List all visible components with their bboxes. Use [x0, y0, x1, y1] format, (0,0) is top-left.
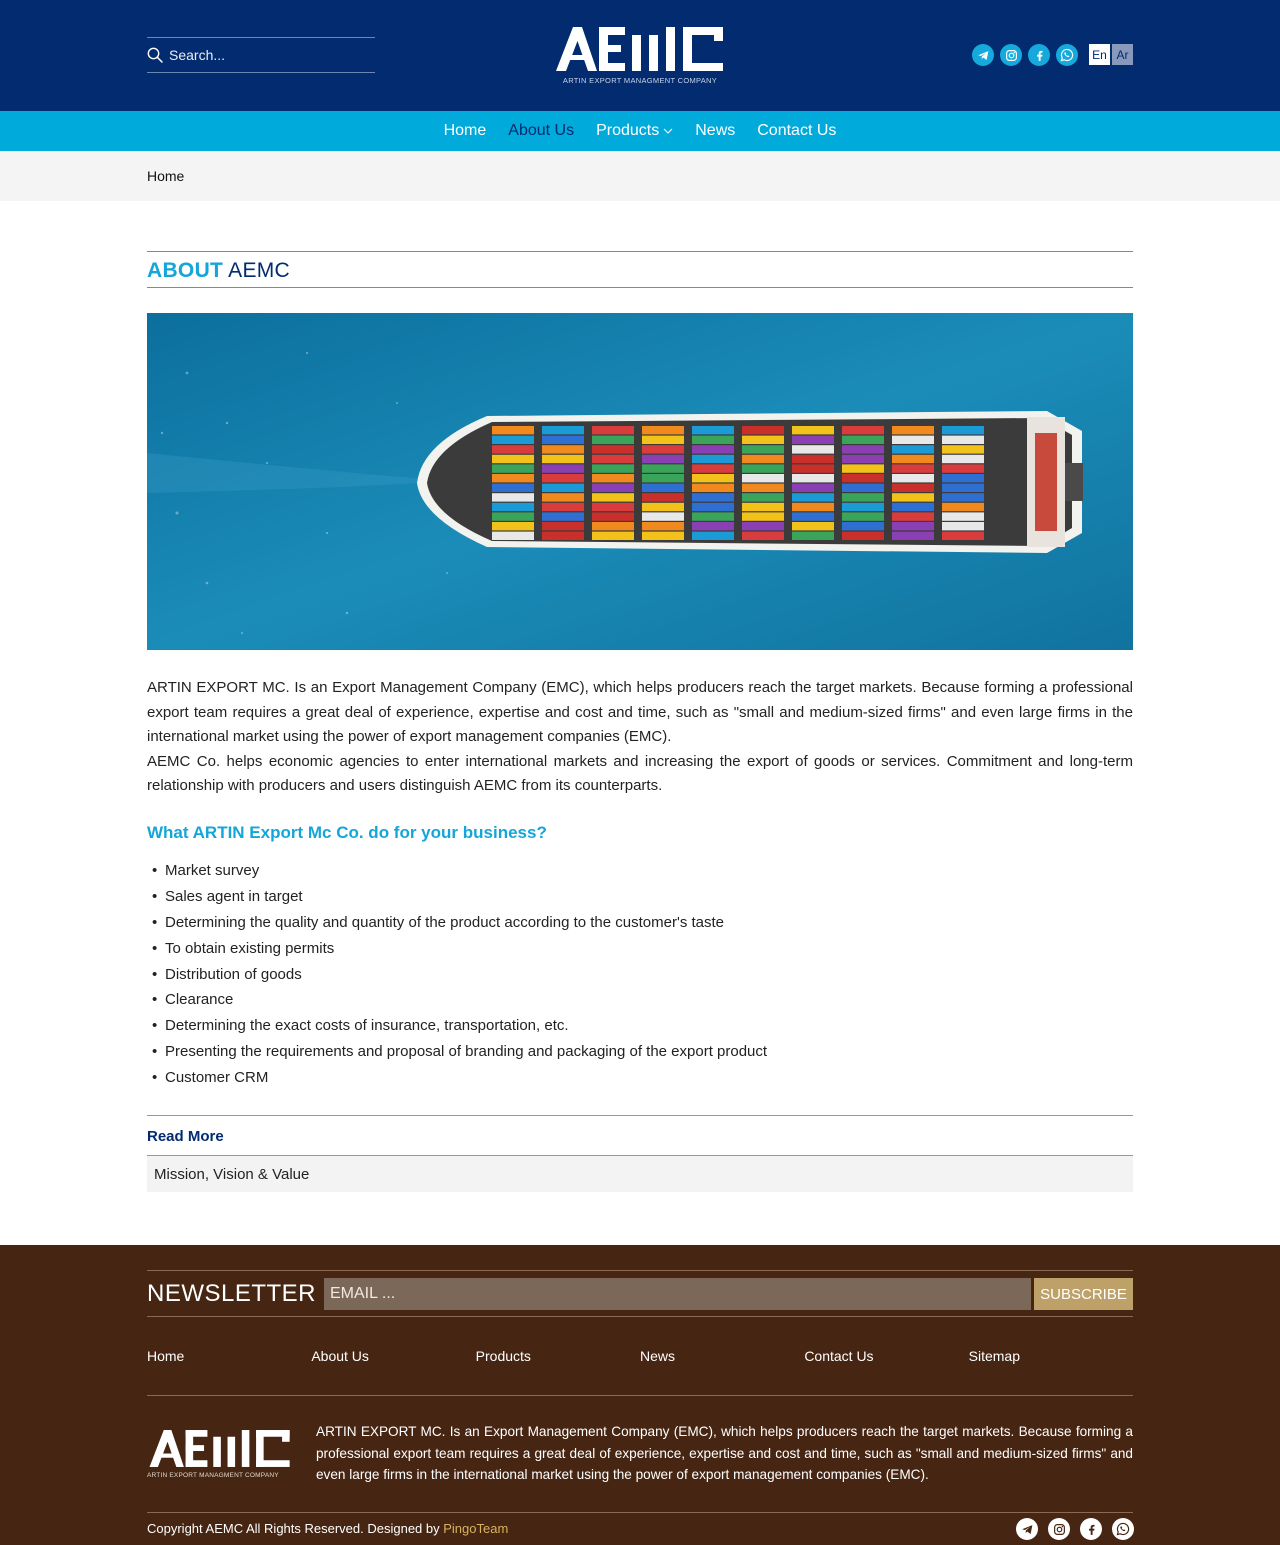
- instagram-icon[interactable]: [1000, 44, 1022, 66]
- facebook-icon[interactable]: [1028, 44, 1050, 66]
- services-heading: What ARTIN Export Mc Co. do for your business?: [147, 823, 547, 842]
- list-item: • Distribution of goods: [152, 964, 767, 990]
- footer-logo-mark: [147, 1427, 293, 1470]
- main-nav: [0, 111, 1280, 151]
- telegram-icon[interactable]: [1016, 1518, 1038, 1540]
- nav-contact-us[interactable]: Contact Us: [757, 122, 837, 139]
- page-title: [147, 259, 290, 283]
- footer: [0, 1245, 1280, 1545]
- chevron-down-icon: [663, 128, 673, 134]
- nav-about-us[interactable]: About Us: [508, 122, 575, 139]
- list-item: • Market survey: [152, 860, 767, 886]
- list-item: • Clearance: [152, 989, 767, 1015]
- search-icon[interactable]: [147, 47, 163, 63]
- lang-ar-button[interactable]: Ar: [1112, 44, 1133, 65]
- footer-link-news[interactable]: News: [639, 1348, 675, 1364]
- lang-en-button[interactable]: En: [1089, 44, 1110, 65]
- intro-paragraph-2: AEMC Co. helps economic agencies to enter international markets and increasing the export of goods or services. Commitment and long-term relationship with producers and users distinguish AEMC from its counterparts.: [147, 752, 1133, 794]
- services-list: [152, 860, 767, 1093]
- nav-home[interactable]: Home: [443, 122, 487, 139]
- list-item: • Sales agent in target: [152, 886, 767, 912]
- instagram-icon[interactable]: [1048, 1518, 1070, 1540]
- search-box: [147, 37, 375, 73]
- footer-description: ARTIN EXPORT MC. Is an Export Management Company (EMC), which helps producers reach the target markets. Because forming a professional export team requires a great deal of experience, expertise and cost and time, such as "small and medium-sized firms" and even large firms in the international market using the power of export management companies (EMC).: [316, 1424, 1133, 1483]
- page-title-box: [147, 251, 1133, 288]
- footer-logo-tagline: ARTIN EXPORT MANAGMENT COMPANY: [147, 1472, 279, 1479]
- breadcrumb: [0, 151, 1280, 201]
- nav-products[interactable]: [596, 122, 673, 140]
- nav-news[interactable]: News: [695, 122, 736, 139]
- footer-link-contact-us[interactable]: Contact Us: [804, 1348, 874, 1364]
- list-item: • To obtain existing permits: [152, 938, 767, 964]
- designer-link[interactable]: PingoTeam: [443, 1521, 509, 1536]
- nav-products-label: Products: [596, 122, 660, 139]
- footer-link-products[interactable]: Products: [475, 1348, 531, 1364]
- footer-link-sitemap[interactable]: Sitemap: [968, 1348, 1020, 1364]
- page-title-rest: AEMC: [223, 259, 291, 282]
- list-item: • Determining the exact costs of insurance, transportation, etc.: [152, 1015, 767, 1041]
- footer-link-about-us[interactable]: About Us: [311, 1348, 369, 1364]
- whatsapp-icon[interactable]: [1112, 1518, 1134, 1540]
- logo-mark: [553, 24, 727, 74]
- newsletter-email-input[interactable]: [324, 1278, 1031, 1310]
- header-social-links: [972, 44, 1078, 66]
- footer-social-links: [1016, 1518, 1134, 1540]
- footer-divider-bottom: [147, 1512, 1133, 1513]
- telegram-icon[interactable]: [972, 44, 994, 66]
- footer-logo[interactable]: [147, 1427, 293, 1479]
- list-item: • Determining the quality and quantity of the product according to the customer's taste: [152, 912, 767, 938]
- newsletter-row: [147, 1270, 1133, 1317]
- logo-tagline: ARTIN EXPORT MANAGMENT COMPANY: [562, 76, 718, 85]
- site-logo[interactable]: [553, 24, 727, 88]
- intro-text: [147, 676, 1133, 799]
- subscribe-button[interactable]: SUBSCRIBE: [1034, 1278, 1133, 1310]
- hero-image: [147, 313, 1133, 650]
- list-item: • Customer CRM: [152, 1067, 767, 1093]
- intro-paragraph-1: ARTIN EXPORT MC. Is an Export Management Company (EMC), which helps producers reach the target markets. Because forming a professional export team requires a great deal of experience, expertise and cost and time, such as "small and medium-sized firms" and even large firms in the international market using the power of export management companies (EMC).: [147, 679, 1133, 745]
- breadcrumb-home[interactable]: Home: [147, 168, 185, 184]
- top-header: [0, 0, 1280, 111]
- footer-nav: [147, 1348, 1133, 1364]
- read-more-label: Read More: [147, 1128, 224, 1145]
- footer-link-home[interactable]: Home: [147, 1348, 185, 1364]
- mission-vision-link[interactable]: Mission, Vision & Value: [147, 1156, 1133, 1192]
- facebook-icon[interactable]: [1080, 1518, 1102, 1540]
- newsletter-label: NEWSLETTER: [147, 1280, 317, 1307]
- copyright-text: Copyright AEMC All Rights Reserved. Designed by: [147, 1521, 444, 1536]
- copyright: [147, 1521, 508, 1536]
- language-switcher: [1089, 44, 1133, 65]
- list-item: • Presenting the requirements and proposal of branding and packaging of the export product: [152, 1041, 767, 1067]
- page-title-accent: ABOUT: [147, 259, 224, 282]
- read-more-header: [147, 1115, 1133, 1156]
- whatsapp-icon[interactable]: [1056, 44, 1078, 66]
- footer-divider: [147, 1395, 1133, 1396]
- search-input[interactable]: [169, 44, 369, 66]
